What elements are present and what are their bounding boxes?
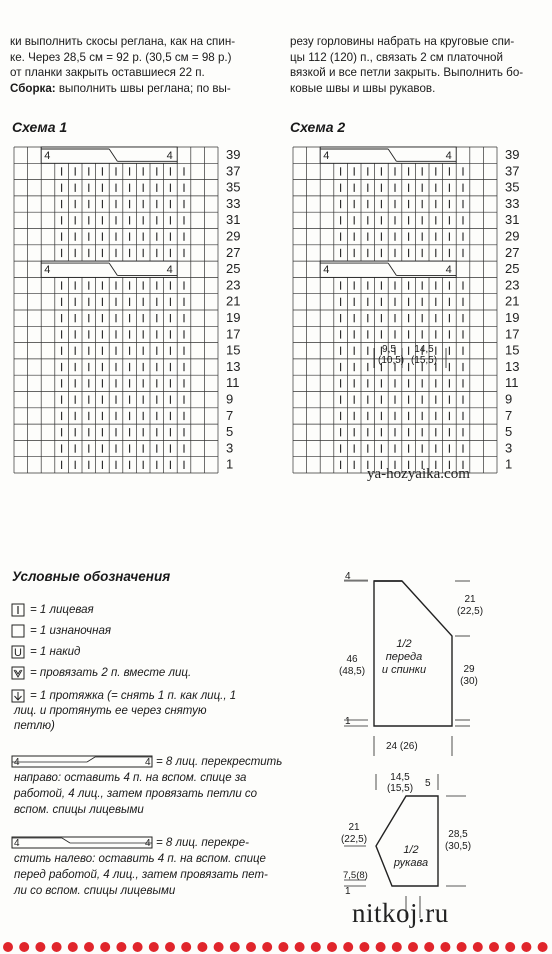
sleeve-top-b: 5 <box>425 778 431 789</box>
border-dot <box>440 942 450 952</box>
body-left-4: 4 <box>345 571 351 582</box>
cable-count-label: 4 <box>445 150 452 162</box>
body-top-a-value: 9,5 <box>382 344 396 355</box>
row-number: 23 <box>226 277 241 293</box>
intro-right-line: ковые швы и швы рукавов. <box>290 81 436 95</box>
row-number: 15 <box>226 342 241 358</box>
border-dot <box>35 942 45 952</box>
cable-count-label: 4 <box>44 150 51 162</box>
cable-count-label: 4 <box>44 264 51 277</box>
body-center-line: и спинки <box>381 664 427 676</box>
row-number: 27 <box>505 244 520 260</box>
legend-cable-left-l2: стить налево: оставить 4 п. на вспом. спице <box>14 853 266 865</box>
legend-item-slip: = 1 протяжка (= снять 1 п. как лиц., 1 <box>30 690 237 702</box>
body-width: 24 (26) <box>386 741 418 752</box>
sleeve-left-alt: (22,5) <box>340 834 368 845</box>
border-dot <box>424 942 434 952</box>
intro-left-line: ке. Через 28,5 см = 92 р. (30,5 см = 98 р.) <box>10 50 232 64</box>
body-top-b-alt: (15,5) <box>410 355 438 366</box>
legend-item-knit: = 1 лицевая <box>30 604 94 616</box>
legend-title: Условные обозначения <box>12 569 171 584</box>
row-number: 3 <box>505 440 513 456</box>
border-dot <box>3 942 13 952</box>
legend-cable-right-l4: вспом. спицы лицевыми <box>14 804 144 816</box>
border-dot <box>521 942 531 952</box>
row-number: 37 <box>226 163 241 179</box>
border-dot <box>295 942 305 952</box>
row-number: 11 <box>226 375 240 391</box>
cable-count-label: 4 <box>445 264 452 277</box>
intro-right-line: цы 112 (120) п., связать 2 см платочной <box>290 50 503 64</box>
sleeve-center-line: 1/2 <box>403 844 419 856</box>
row-number: 17 <box>505 326 520 342</box>
sleeve-left-value: 21 <box>348 822 360 833</box>
border-dot <box>376 942 386 952</box>
row-number: 31 <box>226 212 241 228</box>
body-top-b-value: 14,5 <box>414 344 434 355</box>
watermark-nitkoj: nitkoj.ru <box>352 898 449 928</box>
legend-cable-left-l3: перед работой, 4 лиц., затем провязать пет- <box>14 869 268 881</box>
intro-right-line: резу горловины набрать на круговые спи- <box>290 35 515 48</box>
row-number: 25 <box>226 261 241 277</box>
row-number: 39 <box>505 147 520 162</box>
body-center-line: 1/2 <box>396 638 412 650</box>
row-number: 21 <box>226 293 241 309</box>
svg-text:4: 4 <box>14 838 20 849</box>
sleeve-top-a-value: 14,5 <box>390 772 410 783</box>
sleeve-right-value: 28,5 <box>448 829 468 840</box>
row-number: 33 <box>505 195 520 211</box>
row-number: 1 <box>226 456 234 472</box>
scheme2-title: Схема 2 <box>290 119 346 135</box>
row-number: 15 <box>505 342 520 358</box>
svg-text:4: 4 <box>145 757 151 768</box>
row-number: 35 <box>505 179 520 195</box>
cable-count-label: 4 <box>323 150 330 162</box>
legend-cable-left-l4: ли со вспом. спицы лицевыми <box>14 885 176 897</box>
cable-count-label: 4 <box>166 264 173 277</box>
intro-left-line-rest: выполнить швы реглана; по вы- <box>55 81 231 95</box>
row-number: 11 <box>505 375 519 391</box>
body-height-alt: (48,5) <box>338 666 366 677</box>
intro-left-line: от планки закрыть оставшиеся 22 п. <box>10 66 205 79</box>
row-number: 35 <box>226 179 241 195</box>
border-dot <box>52 942 62 952</box>
body-height-value: 46 <box>346 654 358 665</box>
border-dot <box>262 942 272 952</box>
legend-item-purl: = 1 изнаночная <box>30 625 111 637</box>
row-number: 9 <box>226 391 234 407</box>
intro-left-line: ки выполнить скосы реглана, как на спин- <box>10 35 236 48</box>
sleeve-center-line: рукава <box>393 857 429 869</box>
body-right-b-alt: (30) <box>460 676 478 687</box>
svg-text:4: 4 <box>14 757 20 768</box>
assembly-label: Сборка: <box>10 81 56 95</box>
border-dot <box>505 942 515 952</box>
border-dot <box>473 942 483 952</box>
border-dot <box>181 942 191 952</box>
border-dot <box>489 942 499 952</box>
cable-count-label: 4 <box>323 264 330 277</box>
row-number: 37 <box>505 163 520 179</box>
legend-cable-right-l3: работой, 4 лиц., затем провязать петли со <box>14 788 258 800</box>
border-dot <box>149 942 159 952</box>
border-dot <box>133 942 143 952</box>
row-number: 23 <box>505 277 520 293</box>
row-number: 5 <box>505 424 513 440</box>
body-center-line: переда <box>385 651 423 663</box>
sleeve-bottom-1: 1 <box>345 886 351 897</box>
border-dot <box>359 942 369 952</box>
body-bottom-1: 1 <box>345 716 351 727</box>
row-number: 29 <box>505 228 520 244</box>
body-right-a-alt: (22,5) <box>456 606 484 617</box>
border-dot <box>84 942 94 952</box>
row-number: 3 <box>226 440 234 456</box>
body-right-b-value: 29 <box>463 664 475 675</box>
border-dot <box>116 942 126 952</box>
legend-item-k2tog: = провязать 2 п. вместе лиц. <box>30 667 192 679</box>
row-number: 7 <box>505 407 513 423</box>
body-right-a-value: 21 <box>464 594 476 605</box>
border-dot <box>214 942 224 952</box>
row-number: 7 <box>226 407 234 423</box>
legend-cable-left-l1: = 8 лиц. перекре- <box>156 837 249 849</box>
svg-text:4: 4 <box>145 838 151 849</box>
row-number: 31 <box>505 212 520 228</box>
row-number: 19 <box>226 310 241 325</box>
border-dot <box>392 942 402 952</box>
border-dot <box>278 942 288 952</box>
border-dot <box>197 942 207 952</box>
border-dot <box>246 942 256 952</box>
svg-text:U: U <box>14 647 22 659</box>
scheme1-title: Схема 1 <box>12 119 68 135</box>
border-dot <box>68 942 78 952</box>
legend-item-slip-line3: петлю) <box>14 720 55 732</box>
row-number: 5 <box>226 424 234 440</box>
sleeve-bottom-left: 7,5(8) <box>343 870 368 881</box>
legend-cable-right-l1: = 8 лиц. перекрестить <box>156 756 283 768</box>
row-number: 1 <box>505 456 513 472</box>
cable-count-label: 4 <box>166 150 173 162</box>
row-number: 17 <box>226 326 241 342</box>
border-dot <box>230 942 240 952</box>
intro-right-line: вязкой и все петли закрыть. Выполнить бо- <box>290 66 524 79</box>
border-dot <box>538 942 548 952</box>
row-number: 21 <box>505 293 520 309</box>
border-dot <box>165 942 175 952</box>
row-number: 13 <box>505 358 520 374</box>
sleeve-right-alt: (30,5) <box>444 841 472 852</box>
row-number: 25 <box>505 261 520 277</box>
legend-item-yarnover: = 1 накид <box>30 646 81 658</box>
row-number: 29 <box>226 228 241 244</box>
row-number: 33 <box>226 195 241 211</box>
row-number: 9 <box>505 391 513 407</box>
legend-cable-right-l2: направо: оставить 4 п. на вспом. спице за <box>14 772 247 784</box>
border-dot <box>311 942 321 952</box>
legend-item-slip-line2: лиц. и протянуть ее через снятую <box>14 705 207 717</box>
border-dot <box>327 942 337 952</box>
border-dot <box>408 942 418 952</box>
body-top-a-alt: (10,5) <box>378 355 405 366</box>
border-dot <box>457 942 467 952</box>
border-dot <box>343 942 353 952</box>
row-number: 13 <box>226 358 241 374</box>
row-number: 19 <box>505 310 520 325</box>
border-dot <box>100 942 110 952</box>
watermark-ya-hozyaika: ya-hozyaika.com <box>367 466 470 482</box>
row-number: 27 <box>226 244 241 260</box>
sleeve-top-a-alt: (15,5) <box>386 783 414 794</box>
row-number: 39 <box>226 147 241 162</box>
border-dot <box>19 942 29 952</box>
